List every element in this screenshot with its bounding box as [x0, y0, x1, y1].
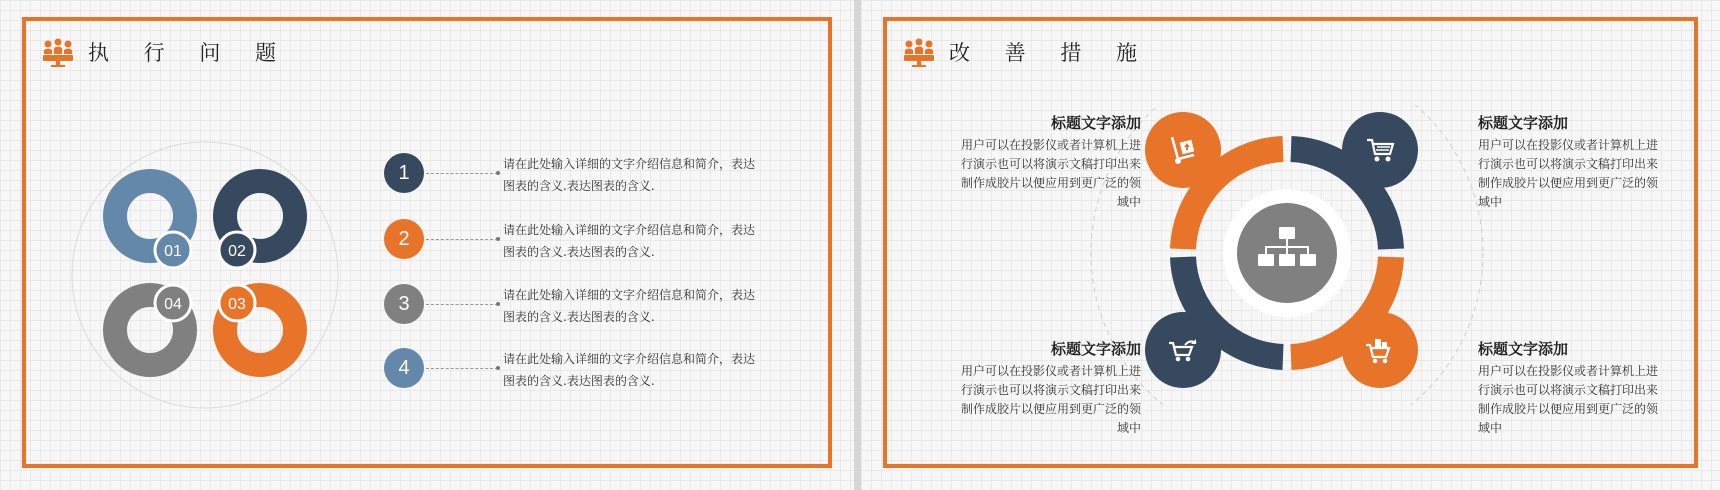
ring-label-04: 04: [164, 296, 182, 313]
satellite-bottom-left: [1145, 312, 1221, 388]
satellite-top-left: [1145, 112, 1221, 188]
ring-label-02: 02: [228, 243, 246, 260]
block-body-top-left: 用户可以在投影仪或者计算机上进行演示也可以将演示文稿打印出来制作成胶片以便应用到更广泛的领域中: [960, 138, 1141, 209]
block-heading-bottom-right: 标题文字添加: [1478, 340, 1569, 358]
cart-full-icon: [1363, 333, 1397, 367]
item-number-1: 1: [384, 153, 424, 193]
item-number-3: 3: [384, 284, 424, 324]
outer-circle: [72, 142, 338, 408]
meeting-icon: [903, 36, 935, 68]
meeting-icon: [42, 36, 74, 68]
item-connector: [426, 368, 498, 369]
block-body-bottom-right: 用户可以在投影仪或者计算机上进行演示也可以将演示文稿打印出来制作成胶片以便应用到更广泛的领域中: [1478, 364, 1659, 435]
item-description-3: 请在此处输入详细的文字介绍信息和简介，表达图表的含义.表达图表的含义.: [503, 288, 756, 324]
cart-return-icon: [1166, 333, 1200, 367]
slide-execution-issues: [0, 0, 854, 490]
item-number-4: 4: [384, 348, 424, 388]
page-title: 改 善 措 施: [949, 41, 1152, 65]
block-heading-bottom-left: 标题文字添加: [1050, 340, 1141, 358]
satellite-bottom-right: [1342, 312, 1418, 388]
cycle-diagram: [1081, 105, 1501, 405]
item-description-1: 请在此处输入详细的文字介绍信息和简介，表达图表的含义.表达图表的含义.: [503, 157, 756, 193]
ring-label-03: 03: [228, 296, 246, 313]
item-connector: [426, 239, 498, 240]
item-number-2: 2: [384, 219, 424, 259]
item-connector: [426, 173, 498, 174]
slide-improvement-measures: [861, 0, 1720, 490]
page-title: 执 行 问 题: [88, 41, 291, 65]
block-heading-top-left: 标题文字添加: [1050, 114, 1141, 132]
block-body-top-right: 用户可以在投影仪或者计算机上进行演示也可以将演示文稿打印出来制作成胶片以便应用到更广泛的领域中: [1478, 138, 1659, 209]
hand-truck-icon: [1166, 133, 1200, 167]
ring-cluster: [70, 140, 340, 410]
slide-header: [42, 36, 290, 68]
shopping-cart-icon: [1363, 133, 1397, 167]
item-description-2: 请在此处输入详细的文字介绍信息和简介，表达图表的含义.表达图表的含义.: [503, 223, 756, 259]
item-description-4: 请在此处输入详细的文字介绍信息和简介，表达图表的含义.表达图表的含义.: [503, 352, 756, 388]
ring-label-01: 01: [164, 243, 182, 260]
slide-header: [903, 36, 1151, 68]
block-heading-top-right: 标题文字添加: [1478, 114, 1569, 132]
block-body-bottom-left: 用户可以在投影仪或者计算机上进行演示也可以将演示文稿打印出来制作成胶片以便应用到更广泛的领域中: [960, 364, 1141, 435]
satellite-top-right: [1342, 112, 1418, 188]
item-connector: [426, 304, 498, 305]
